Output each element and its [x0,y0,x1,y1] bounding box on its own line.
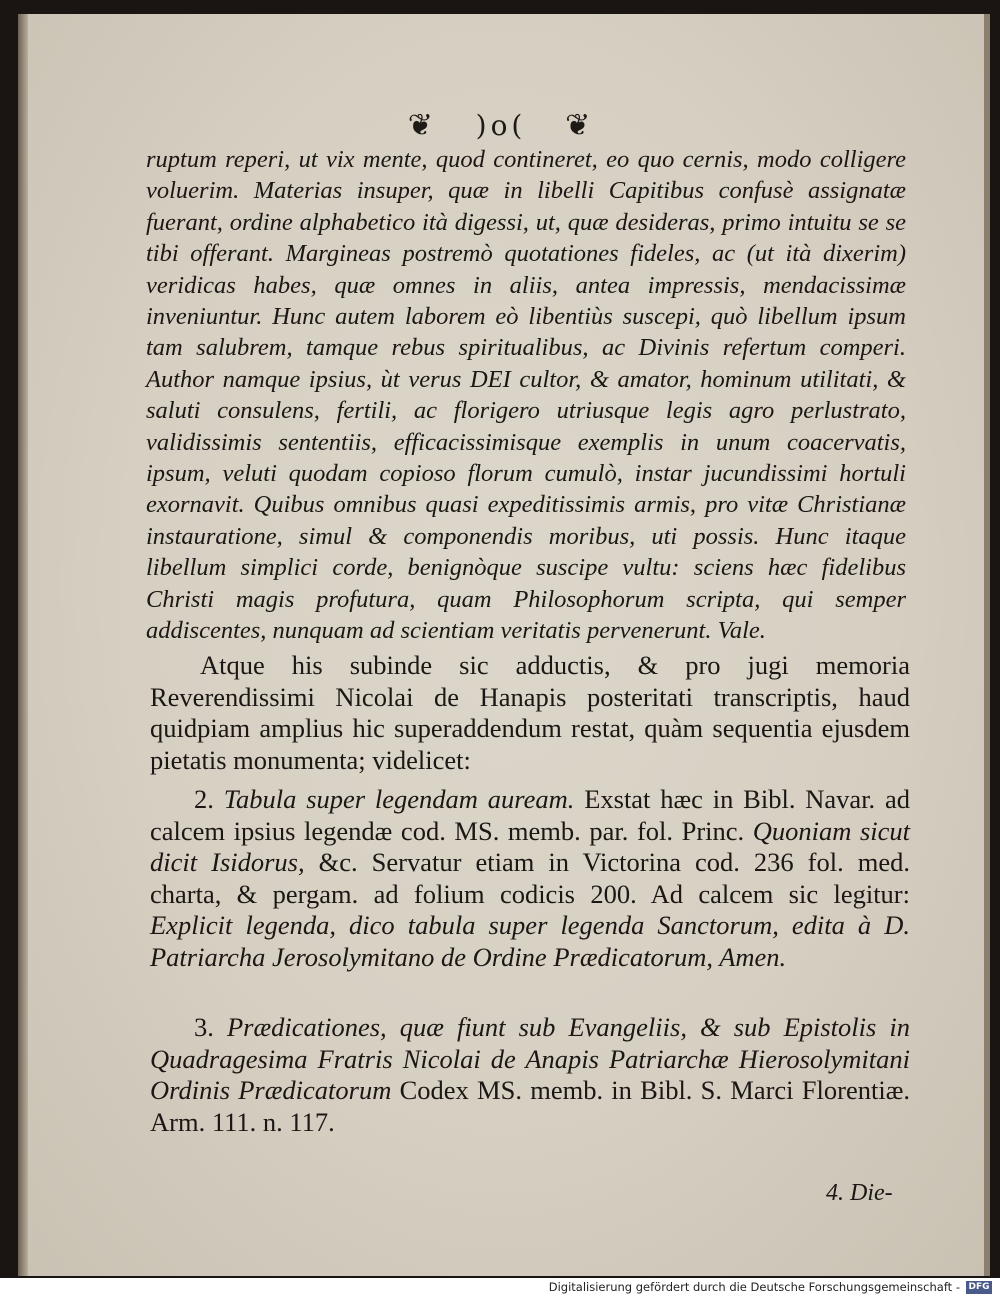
catchword: 4. Die- [826,1180,893,1206]
entry-2-number: 2. [194,784,214,814]
book-page [18,14,990,1276]
footer-bar [0,1278,1000,1298]
header-mark: )o( [475,109,527,142]
entry-2-explicit: Explicit legenda, dico tabula super legenda Sanctorum, edita à D. Patriarcha Jerosolymitano de Ordine Prædicatorum, Amen. [150,910,910,972]
page-header [18,108,984,143]
right-ornament-icon: ❦ [565,108,595,143]
transition-paragraph: Atque his subinde sic adductis, & pro jugi memoria Reverendissimi Nicolai de Hanapis posteritati transcriptis, haud quidpiam amplius hic superaddendum restat, quàm sequentia ejusdem pietatis monumenta; videlicet: [150,650,910,775]
entry-3-title: Prædicationes, quæ fiunt sub Evangeliis, & sub Epistolis in Quadragesima Fratris Nicolai de Anapis Patriarchæ Hierosolymitani Ordinis Prædicatorum [150,1012,910,1105]
entry-3-number: 3. [194,1012,214,1042]
entry-3 [150,1012,910,1138]
left-ornament-icon: ❦ [407,108,437,143]
dfg-logo-icon: DFG [966,1281,992,1294]
entry-3-text: Codex MS. memb. in Bibl. S. Marci Florentiæ. Arm. 111. n. 117. [150,1075,910,1137]
entry-2-title: Tabula super legendam auream. [223,784,575,814]
preface-paragraph: ruptum reperi, ut vix mente, quod contineret, eo quo cernis, modo colligere voluerim. Materias insuper, quæ in libelli Capitibus confusè assignatæ fuerant, ordine alphabetico ità digessi, ut, quæ desideras, primo intuitu se se tibi offerant. Margineas postremò quotationes fideles, ac (ut ità dixerim) veridicas habes, quæ omnes in aliis, antea impressis, mendacissimæ inveniuntur. Hunc autem laborem eò libentiùs suscepi, quò libellum ipsum tam salubrem, tamque rebus spiritualibus, ac Divinis refertum comperi. Author namque ipsius, ùt verus DEI cultor, & amator, hominum utilitati, & saluti consulens, fertili, ac florigero utriusque legis agro perlustrato, validissimis sententiis, efficacissimisque exemplis in unum coacervatis, ipsum, veluti quodam copioso florum cumulò, instar jucundissimi hortuli exornavit. Quibus omnibus quasi expeditissimis armis, pro vitæ Christianæ instauratione, simul & componendis moribus, uti possis. Hunc itaque libellum simplici corde, benignòque suscipe vultu: sciens hæc fidelibus Christi magis profutura, quam Philosophorum scripta, qui semper addiscentes, nunquam ad scientiam veritatis pervenerunt. Vale. [146,146,906,645]
entry-2-incipit: Quoniam sicut dicit Isidorus, [150,815,911,877]
entry-2-text2: &c. Servatur etiam in Victorina cod. 236 fol. med. charta, & pergam. ad folium codicis 200. Ad calcem sic legitur: [150,847,911,909]
entry-2 [150,784,910,973]
footer-credit: Digitalisierung gefördert durch die Deutsche Forschungsgemeinschaft - [548,1280,960,1294]
entry-2-text1: Exstat hæc in Bibl. Navar. ad calcem ipsius legendæ cod. MS. memb. par. fol. Princ. [150,784,911,846]
